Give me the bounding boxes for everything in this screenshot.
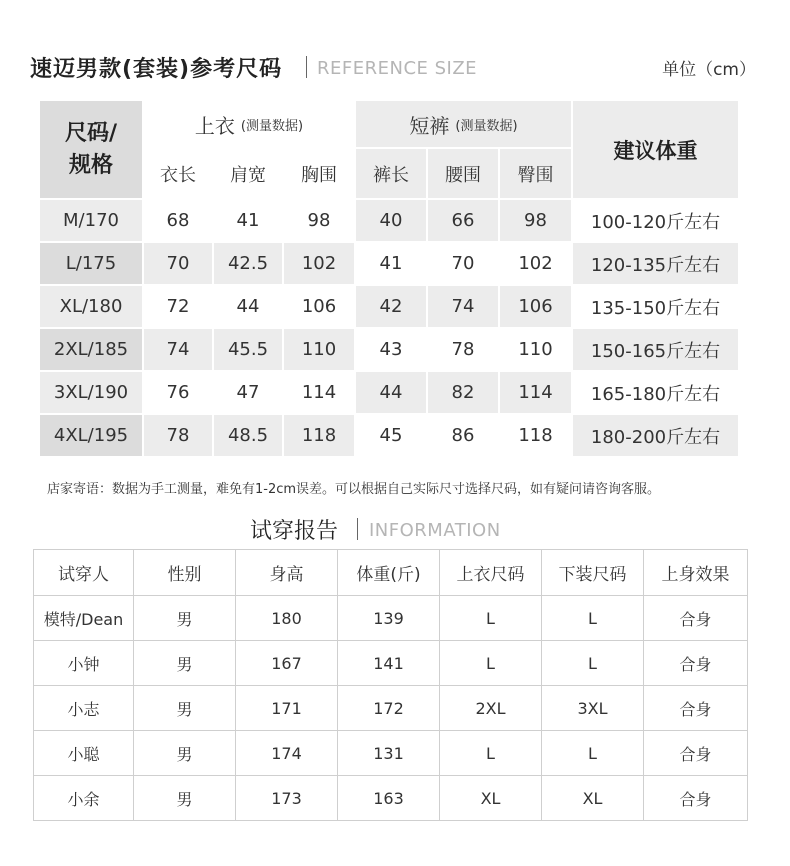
table-cell: 174 bbox=[236, 731, 338, 776]
size-label: XL/180 bbox=[40, 286, 142, 327]
column-header: 胸围 bbox=[284, 149, 354, 198]
measure-cell: 43 bbox=[356, 329, 426, 370]
measure-cell: 98 bbox=[284, 200, 354, 241]
fit-report-header bbox=[250, 514, 570, 544]
measure-cell: 48.5 bbox=[214, 415, 282, 456]
table-cell: L bbox=[440, 641, 542, 686]
table-cell: L bbox=[542, 641, 644, 686]
measure-cell: 106 bbox=[284, 286, 354, 327]
reference-size-header bbox=[30, 52, 756, 84]
measure-cell: 110 bbox=[500, 329, 571, 370]
table-cell: 180 bbox=[236, 596, 338, 641]
table-row bbox=[34, 596, 748, 641]
measure-cell: 78 bbox=[428, 329, 498, 370]
measure-cell: 45 bbox=[356, 415, 426, 456]
measure-cell: 86 bbox=[428, 415, 498, 456]
column-header: 臀围 bbox=[500, 149, 571, 198]
column-header: 试穿人 bbox=[34, 550, 134, 596]
measure-cell: 78 bbox=[144, 415, 212, 456]
measure-cell: 118 bbox=[284, 415, 354, 456]
table-cell: 合身 bbox=[644, 731, 748, 776]
measure-cell: 41 bbox=[214, 200, 282, 241]
table-cell: 141 bbox=[338, 641, 440, 686]
measure-cell: 72 bbox=[144, 286, 212, 327]
table-cell: XL bbox=[440, 776, 542, 821]
size-chart-subtitle: REFERENCE SIZE bbox=[317, 58, 478, 79]
weight-cell: 120-135斤左右 bbox=[573, 243, 738, 284]
measure-cell: 70 bbox=[428, 243, 498, 284]
column-header: 上衣尺码 bbox=[440, 550, 542, 596]
measure-cell: 40 bbox=[356, 200, 426, 241]
size-label: 4XL/195 bbox=[40, 415, 142, 456]
table-cell: 171 bbox=[236, 686, 338, 731]
measure-cell: 68 bbox=[144, 200, 212, 241]
measure-cell: 114 bbox=[500, 372, 571, 413]
measure-cell: 41 bbox=[356, 243, 426, 284]
top-group-header: 上衣 (测量数据) bbox=[144, 101, 354, 147]
table-cell: 163 bbox=[338, 776, 440, 821]
column-header: 裤长 bbox=[356, 149, 426, 198]
column-header: 性别 bbox=[134, 550, 236, 596]
size-label: M/170 bbox=[40, 200, 142, 241]
table-cell: 2XL bbox=[440, 686, 542, 731]
size-label: 2XL/185 bbox=[40, 329, 142, 370]
table-cell: 3XL bbox=[542, 686, 644, 731]
measure-cell: 44 bbox=[214, 286, 282, 327]
measure-cell: 44 bbox=[356, 372, 426, 413]
weight-cell: 165-180斤左右 bbox=[573, 372, 738, 413]
table-cell: 男 bbox=[134, 776, 236, 821]
table-cell: 合身 bbox=[644, 686, 748, 731]
fit-report-table bbox=[33, 549, 748, 821]
table-cell: 小志 bbox=[34, 686, 134, 731]
measure-cell: 42 bbox=[356, 286, 426, 327]
size-table bbox=[40, 101, 738, 462]
table-cell: 合身 bbox=[644, 596, 748, 641]
table-cell: 男 bbox=[134, 686, 236, 731]
weight-cell: 135-150斤左右 bbox=[573, 286, 738, 327]
shop-note: 店家寄语：数据为手工测量，难免有1-2cm误差。可以根据自己实际尺寸选择尺码，如有疑问请咨询客服。 bbox=[47, 482, 661, 497]
weight-cell: 100-120斤左右 bbox=[573, 200, 738, 241]
table-cell: L bbox=[440, 596, 542, 641]
measure-cell: 102 bbox=[500, 243, 571, 284]
table-cell: L bbox=[440, 731, 542, 776]
table-cell: 139 bbox=[338, 596, 440, 641]
measure-cell: 82 bbox=[428, 372, 498, 413]
table-row bbox=[34, 641, 748, 686]
size-chart-title: 速迈男款(套装)参考尺码 bbox=[30, 57, 283, 82]
weight-cell: 180-200斤左右 bbox=[573, 415, 738, 456]
title-divider bbox=[357, 518, 358, 540]
table-cell: 173 bbox=[236, 776, 338, 821]
measure-cell: 42.5 bbox=[214, 243, 282, 284]
table-cell: 合身 bbox=[644, 776, 748, 821]
measure-cell: 106 bbox=[500, 286, 571, 327]
measure-cell: 47 bbox=[214, 372, 282, 413]
table-cell: 模特/Dean bbox=[34, 596, 134, 641]
column-header: 体重(斤) bbox=[338, 550, 440, 596]
column-header: 下装尺码 bbox=[542, 550, 644, 596]
table-cell: XL bbox=[542, 776, 644, 821]
weight-header: 建议体重 bbox=[573, 101, 738, 198]
measure-cell: 102 bbox=[284, 243, 354, 284]
measure-cell: 76 bbox=[144, 372, 212, 413]
column-header: 身高 bbox=[236, 550, 338, 596]
title-divider bbox=[306, 56, 307, 78]
measure-cell: 114 bbox=[284, 372, 354, 413]
table-cell: 男 bbox=[134, 641, 236, 686]
table-cell: 167 bbox=[236, 641, 338, 686]
weight-cell: 150-165斤左右 bbox=[573, 329, 738, 370]
size-spec-header: 尺码/ 规格 bbox=[40, 101, 142, 198]
table-cell: 小余 bbox=[34, 776, 134, 821]
table-cell: L bbox=[542, 596, 644, 641]
measure-cell: 66 bbox=[428, 200, 498, 241]
unit-label: 单位（cm） bbox=[662, 60, 756, 80]
measure-cell: 118 bbox=[500, 415, 571, 456]
fit-report-title: 试穿报告 bbox=[250, 519, 339, 544]
column-header: 腰围 bbox=[428, 149, 498, 198]
table-header-row bbox=[34, 550, 748, 596]
table-row bbox=[34, 731, 748, 776]
table-row bbox=[34, 776, 748, 821]
measure-cell: 98 bbox=[500, 200, 571, 241]
column-header: 肩宽 bbox=[214, 149, 282, 198]
measure-cell: 74 bbox=[428, 286, 498, 327]
fit-report-subtitle: INFORMATION bbox=[369, 520, 501, 541]
measure-cell: 45.5 bbox=[214, 329, 282, 370]
column-header: 上身效果 bbox=[644, 550, 748, 596]
table-cell: 合身 bbox=[644, 641, 748, 686]
table-cell: 小聪 bbox=[34, 731, 134, 776]
measure-cell: 70 bbox=[144, 243, 212, 284]
column-header: 衣长 bbox=[144, 149, 212, 198]
table-cell: 172 bbox=[338, 686, 440, 731]
bottom-group-header: 短裤 (测量数据) bbox=[356, 101, 571, 147]
table-cell: 男 bbox=[134, 596, 236, 641]
table-cell: 小钟 bbox=[34, 641, 134, 686]
table-cell: L bbox=[542, 731, 644, 776]
table-cell: 男 bbox=[134, 731, 236, 776]
size-label: L/175 bbox=[40, 243, 142, 284]
measure-cell: 110 bbox=[284, 329, 354, 370]
measure-cell: 74 bbox=[144, 329, 212, 370]
table-cell: 131 bbox=[338, 731, 440, 776]
table-row bbox=[34, 686, 748, 731]
size-label: 3XL/190 bbox=[40, 372, 142, 413]
